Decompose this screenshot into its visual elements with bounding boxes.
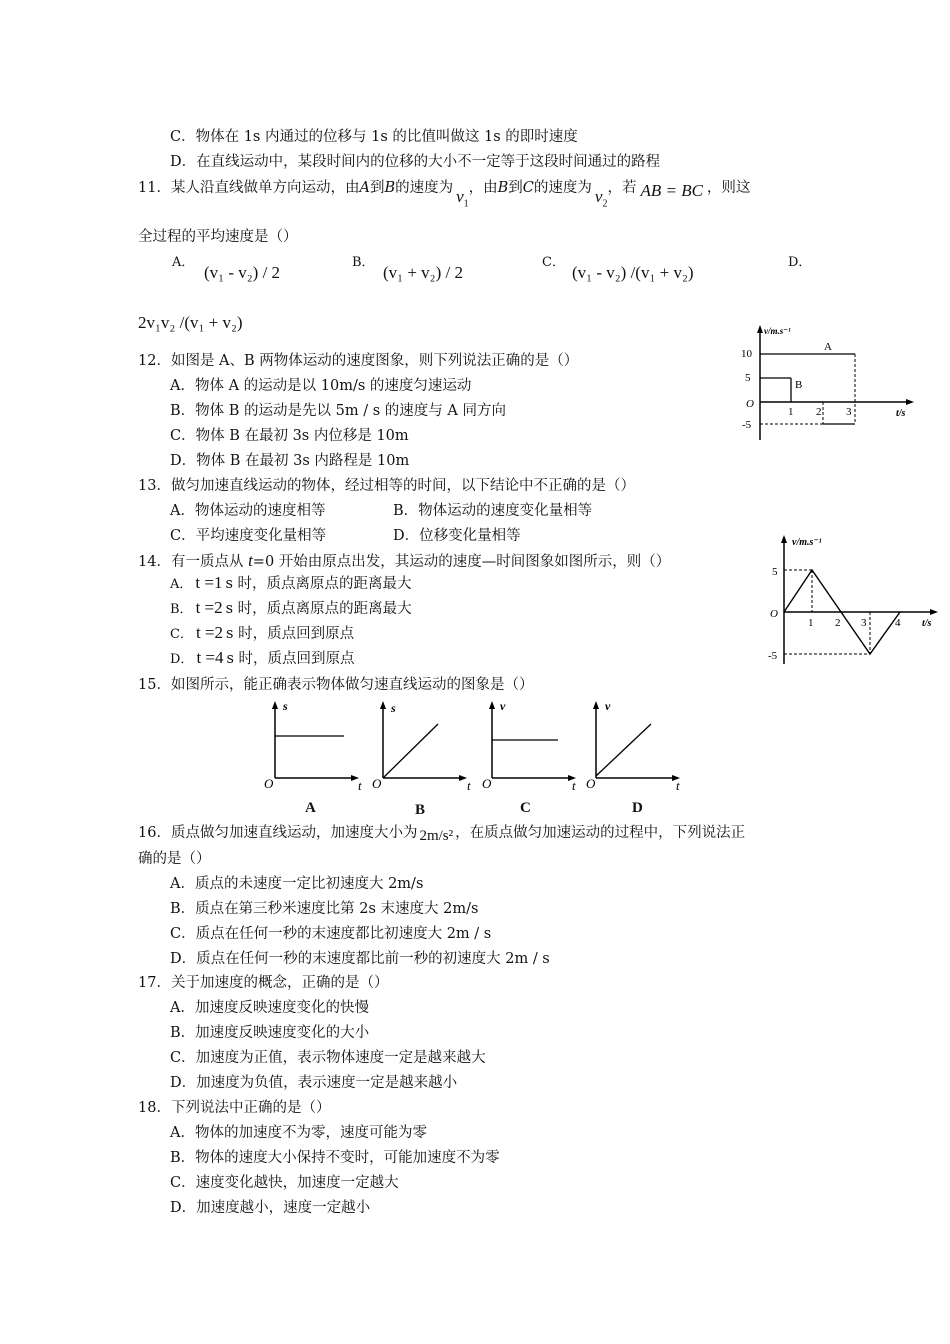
q12-stem: 12．如图是 A、B 两物体运动的速度图象，则下列说法正确的是（） <box>138 353 579 369</box>
q14-velocity-graph <box>762 532 942 672</box>
q15-b-origin: O <box>372 776 382 791</box>
q15-panel-c <box>482 699 576 793</box>
q12-tick-x-3: 3 <box>846 406 852 418</box>
q11-option-a: (v₁ - v₂) / 2 <box>204 263 281 282</box>
q14-tick-x-2: 2 <box>835 617 841 629</box>
q18-option-d: D．加速度越小，速度一定越小 <box>170 1200 371 1216</box>
q14-option-b: B． t =2 s 时，质点离原点的距离最大 <box>170 598 412 617</box>
q12-option-a: A．物体 A 的运动是以 10m/s 的速度匀速运动 <box>170 378 472 394</box>
q14-option-d: D． t =4 s 时，质点回到原点 <box>170 648 355 667</box>
q12-tick-x-1: 1 <box>788 406 794 418</box>
q14-tick-y-5: 5 <box>772 566 778 578</box>
q14-y-axis-label: v/m.s⁻¹ <box>792 537 822 548</box>
q15-a-origin: O <box>264 776 274 791</box>
q17-option-b: B．加速度反映速度变化的大小 <box>170 1025 370 1041</box>
q15-c-y-label: v <box>500 699 506 713</box>
q11-stem-line2: 全过程的平均速度是（） <box>138 229 298 245</box>
q16-stem-line2: 确的是（） <box>138 851 211 867</box>
q15-d-origin: O <box>586 776 596 791</box>
q15-d-y-label: v <box>605 699 611 713</box>
q18-option-c: C．速度变化越快，加速度一定越大 <box>170 1175 399 1191</box>
q15-panel-b <box>372 701 471 793</box>
q17-option-a: A．加速度反映速度变化的快慢 <box>170 1000 369 1016</box>
q15-panel-a <box>264 699 362 793</box>
q12-tick-x-2: 2 <box>816 406 822 418</box>
q13-option-d: D．位移变化量相等 <box>393 528 521 544</box>
q13-stem: 13．做匀加速直线运动的物体，经过相等的时间，以下结论中不正确的是（） <box>138 478 635 494</box>
q11-option-d: 2v₁v₂ /(v₁ + v₂) <box>138 313 243 332</box>
q14-origin: O <box>770 608 778 620</box>
q15-stem: 15．如图所示，能正确表示物体做匀速直线运动的图象是（） <box>138 677 534 693</box>
q12-option-d: D．物体 B 在最初 3s 内路程是 10m <box>170 453 410 469</box>
q15-a-x-label: t <box>358 778 362 793</box>
q12-line-a-label: A <box>824 341 832 353</box>
q15-label-b: B <box>415 802 426 818</box>
q12-option-b: B．物体 B 的运动是先以 5m / s 的速度与 A 同方向 <box>170 403 506 419</box>
q18-stem: 18．下列说法中正确的是（） <box>138 1100 331 1116</box>
q18-option-b: B．物体的速度大小保持不变时，可能加速度不为零 <box>170 1150 500 1166</box>
q14-tick-x-1: 1 <box>808 617 814 629</box>
q14-option-a: A． t =1 s 时，质点离原点的距离最大 <box>170 573 412 592</box>
q16-option-b: B．质点在第三秒米速度比第 2s 末速度大 2m/s <box>170 901 479 917</box>
q15-panel-d <box>586 699 680 793</box>
q15-label-d: D <box>632 800 643 816</box>
q15-c-origin: O <box>482 776 492 791</box>
q12-tick-y-5: 5 <box>745 372 751 384</box>
q16-stem-line1: 16．质点做匀加速直线运动，加速度大小为 2m/s² ，在质点做匀加速运动的过程中，下列说法正 <box>138 825 746 844</box>
q11-option-b: (v₁ + v₂) / 2 <box>383 263 463 282</box>
q12-x-axis-label: t/s <box>896 408 906 419</box>
q15-a-y-label: s <box>283 699 288 713</box>
q12-tick-y-10: 10 <box>741 348 752 360</box>
q12-tick-y-neg5: -5 <box>742 419 752 431</box>
q13-option-b: B．物体运动的速度变化量相等 <box>393 503 593 519</box>
q15-b-x-label: t <box>467 778 471 793</box>
q12-origin: O <box>746 398 754 410</box>
q14-x-axis-label: t/s <box>922 618 932 629</box>
q15-b-y-label: s <box>391 701 396 715</box>
q15-c-x-label: t <box>572 778 576 793</box>
q11-option-d-label: D． <box>788 255 812 270</box>
q16-option-c: C．质点在任何一秒的末速度都比初速度大 2m / s <box>170 926 492 942</box>
q12-line-b-label: B <box>795 379 803 391</box>
q11-option-b-label: B． <box>352 255 375 270</box>
q11-option-c: (v₁ - v₂) /(v₁ + v₂) <box>572 263 694 282</box>
q14-tick-x-3: 3 <box>861 617 867 629</box>
q14-tick-y-neg5: -5 <box>768 650 778 662</box>
q17-option-c: C．加速度为正值，表示物体速度一定是越来越大 <box>170 1050 486 1066</box>
q15-label-c: C <box>520 800 531 816</box>
q17-option-d: D．加速度为负值，表示速度一定是越来越小 <box>170 1075 458 1091</box>
q15-graph-panels <box>258 698 698 824</box>
q12-option-c: C．物体 B 在最初 3s 内位移是 10m <box>170 428 409 444</box>
q12-y-axis-label: v/m.s⁻¹ <box>764 326 791 336</box>
q11-stem-line1: 11．某人沿直线做单方向运动，由A到B的速度为 $v_1$，由B到C的速度为 $v_2$，若 AB = BC ，则这 <box>138 180 751 210</box>
q15-label-a: A <box>305 800 316 816</box>
q18-option-a: A．物体的加速度不为零，速度可能为零 <box>170 1125 427 1141</box>
q10-option-d: D．在直线运动中，某段时间内的位移的大小不一定等于这段时间通过的路程 <box>170 154 661 170</box>
q13-option-a: A．物体运动的速度相等 <box>170 503 326 519</box>
q12-velocity-graph <box>738 322 918 447</box>
q16-option-d: D．质点在任何一秒的末速度都比前一秒的初速度大 2m / s <box>170 951 550 967</box>
q17-stem: 17．关于加速度的概念，正确的是（） <box>138 975 389 991</box>
q11-option-a-label: A． <box>172 255 195 270</box>
q16-option-a: A．质点的未速度一定比初速度大 2m/s <box>170 876 424 892</box>
q10-option-c: C．物体在 1s 内通过的位移与 1s 的比值叫做这 1s 的即时速度 <box>170 129 578 145</box>
q15-d-x-label: t <box>676 778 680 793</box>
q13-option-c: C．平均速度变化量相等 <box>170 528 327 544</box>
q14-tick-x-4: 4 <box>895 617 901 629</box>
q14-stem: 14．有一质点从 t=0 开始由原点出发，其运动的速度—时间图象如图所示，则（） <box>138 551 671 570</box>
q11-option-c-label: C． <box>542 255 565 270</box>
q14-option-c: C． t =2 s 时，质点回到原点 <box>170 623 355 642</box>
